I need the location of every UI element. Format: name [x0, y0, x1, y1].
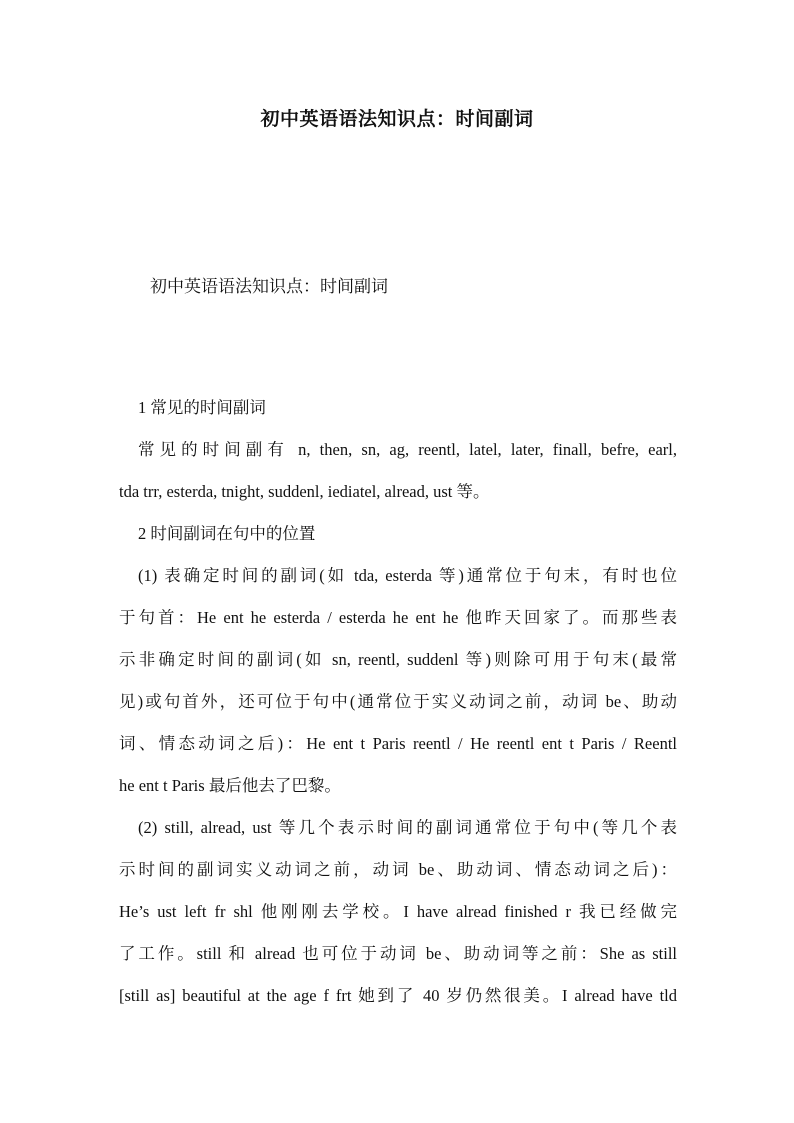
body-text: [119, 387, 677, 1017]
paragraph-line: 示时间的副词实义动词之前，动词 be、助动词、情态动词之后)：: [119, 860, 677, 879]
paragraph-line: 了工作。still 和 alread 也可位于动词 be、助动词等之前：She as still: [119, 944, 677, 963]
paragraph-line: tda trr, esterda, tnight, suddenl, iediatel, alread, ust 等。: [119, 482, 490, 501]
paragraph-line: he ent t Paris 最后他去了巴黎。: [119, 776, 341, 795]
paragraph-line: (1) 表确定时间的副词(如 tda, esterda 等)通常位于句末，有时也位: [138, 566, 677, 585]
paragraph-line: 词、情态动词之后)：He ent t Paris reentl / He reentl ent t Paris / Reentl: [119, 734, 677, 753]
paragraph-line: 示非确定时间的副词(如 sn, reentl, suddenl 等)则除可用于句末(最常: [119, 650, 677, 669]
page-subtitle: 初中英语语法知识点：时间副词: [150, 277, 388, 296]
paragraph-line: (2) still, alread, ust 等几个表示时间的副词通常位于句中(等几个表: [138, 818, 677, 837]
page-title: 初中英语语法知识点：时间副词: [260, 109, 534, 130]
paragraph-line: 常见的时间副有 n, then, sn, ag, reentl, latel, later, finall, befre, earl,: [138, 440, 677, 459]
section-heading: 2 时间副词在句中的位置: [138, 524, 316, 543]
paragraph-line: 于句首：He ent he esterda / esterda he ent he 他昨天回家了。而那些表: [119, 608, 677, 627]
paragraph-line: 见)或句首外，还可位于句中(通常位于实义动词之前，动词 be、助动: [119, 692, 677, 711]
section-heading: 1 常见的时间副词: [138, 398, 266, 417]
paragraph-line: He’s ust left fr shl 他刚刚去学校。I have alread finished r 我已经做完: [119, 902, 677, 921]
paragraph-line: [still as] beautiful at the age f frt 她到了 40 岁仍然很美。I alread have tld: [119, 986, 677, 1005]
